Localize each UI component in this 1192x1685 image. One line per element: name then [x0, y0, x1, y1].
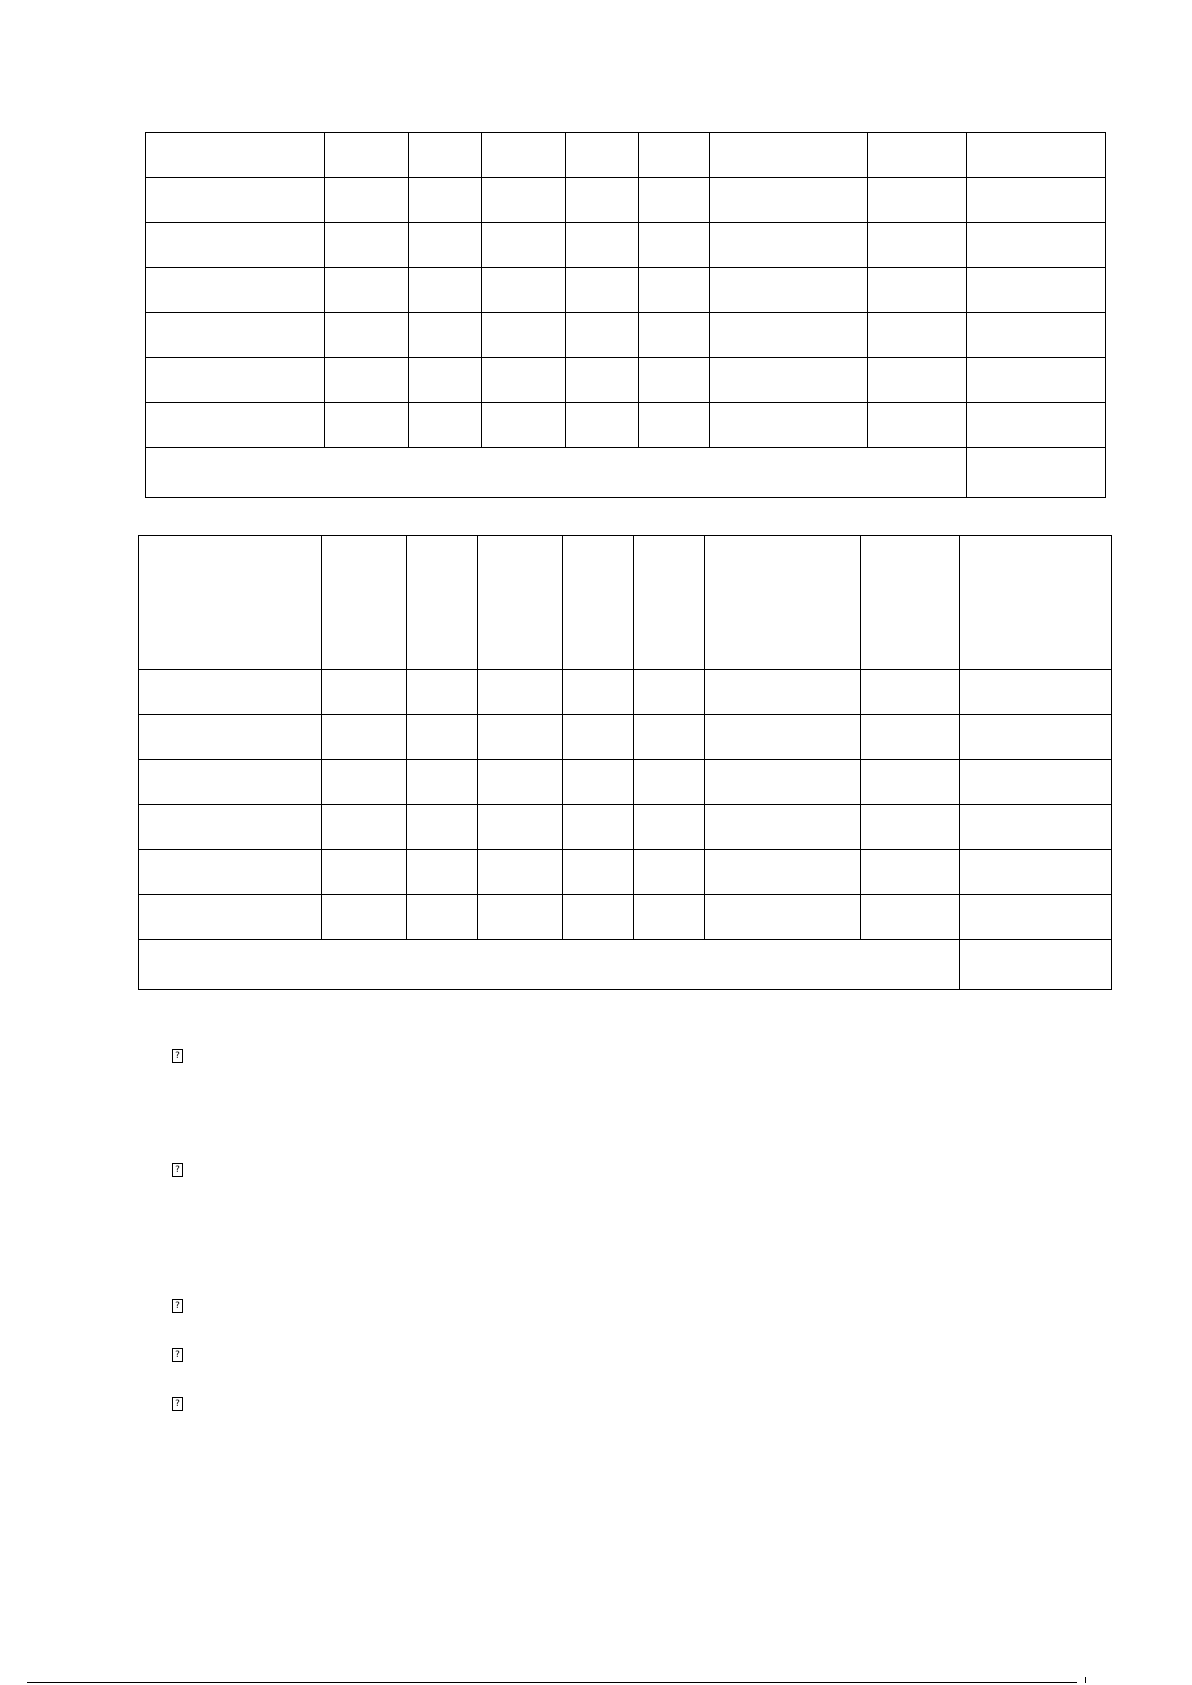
table-cell: [960, 895, 1112, 940]
table-header-cell: [322, 536, 407, 670]
table-cell: [634, 670, 705, 715]
table-cell: [478, 895, 563, 940]
table-row: [139, 715, 1112, 760]
missing-glyph-box-icon: ?: [172, 1049, 183, 1063]
table-cell: [325, 358, 409, 403]
table-cell: [967, 268, 1106, 313]
table-cell: [407, 760, 478, 805]
table-header-row: [139, 536, 1112, 670]
table-cell: [710, 178, 868, 223]
table-cell: [861, 670, 960, 715]
table-header-cell: [634, 536, 705, 670]
table-cell: [868, 358, 967, 403]
table-cell: [710, 403, 868, 448]
table-cell: [566, 223, 639, 268]
table-cell: [325, 268, 409, 313]
table-cell: [861, 715, 960, 760]
table-cell: [868, 403, 967, 448]
table-1: [145, 132, 1106, 498]
table-cell: [478, 670, 563, 715]
table-row: [146, 268, 1106, 313]
table-cell: [705, 805, 861, 850]
table-cell: [634, 715, 705, 760]
table-cell: [409, 223, 482, 268]
table-cell: [409, 358, 482, 403]
table-cell: [563, 895, 634, 940]
table-row: [146, 133, 1106, 178]
table-cell: [639, 358, 710, 403]
table-cell: [705, 670, 861, 715]
footer-divider-tick: [1085, 1677, 1086, 1683]
table-cell: [639, 178, 710, 223]
table-cell: [861, 805, 960, 850]
table-cell: [861, 895, 960, 940]
table-cell: [967, 223, 1106, 268]
table-cell: [322, 715, 407, 760]
table-cell: [325, 133, 409, 178]
table-cell: [639, 313, 710, 358]
table-cell: [967, 178, 1106, 223]
table-cell: [705, 760, 861, 805]
table-cell: [710, 358, 868, 403]
table-row: [139, 670, 1112, 715]
table-cell: [407, 805, 478, 850]
table-cell: [634, 760, 705, 805]
table-cell: [482, 268, 566, 313]
table-cell: [868, 178, 967, 223]
table-cell: [409, 403, 482, 448]
table-cell: [482, 358, 566, 403]
table-cell: [407, 850, 478, 895]
table-cell: [409, 178, 482, 223]
table-cell: [322, 805, 407, 850]
table-cell: [563, 670, 634, 715]
table-cell: [861, 850, 960, 895]
table-total-row: [139, 940, 1112, 990]
table-cell: [566, 178, 639, 223]
table-header-cell: [478, 536, 563, 670]
table-cell: [322, 760, 407, 805]
table-cell: [482, 403, 566, 448]
table-row: [146, 223, 1106, 268]
table-cell: [409, 133, 482, 178]
table-cell: [563, 850, 634, 895]
table-cell: [639, 223, 710, 268]
table-cell: [146, 223, 325, 268]
table-cell: [482, 313, 566, 358]
table-header-cell: [705, 536, 861, 670]
table-2-body: [139, 536, 1112, 990]
table-2: [138, 535, 1112, 990]
table-cell: [407, 895, 478, 940]
table-cell: [639, 133, 710, 178]
table-row: [139, 805, 1112, 850]
table-cell: [139, 805, 322, 850]
table-cell: [139, 670, 322, 715]
table-cell: [861, 760, 960, 805]
table-cell: [325, 313, 409, 358]
table-header-cell: [861, 536, 960, 670]
missing-glyph-box-icon: ?: [172, 1299, 183, 1313]
table-total-row: [146, 448, 1106, 498]
table-cell: [322, 670, 407, 715]
table-cell: [407, 670, 478, 715]
table-cell: [478, 760, 563, 805]
table-header-cell: [960, 536, 1112, 670]
table-cell: [478, 805, 563, 850]
table-1-body: [146, 133, 1106, 498]
table-row: [146, 313, 1106, 358]
table-cell: [478, 715, 563, 760]
table-cell: [322, 850, 407, 895]
table-cell: [634, 895, 705, 940]
table-header-cell: [139, 536, 322, 670]
table-cell: [868, 133, 967, 178]
table-cell: [967, 133, 1106, 178]
table-cell: [639, 268, 710, 313]
missing-glyph-box-icon: ?: [172, 1348, 183, 1362]
table-cell: [710, 268, 868, 313]
missing-glyph-box-icon: ?: [172, 1163, 183, 1177]
table-cell: [868, 268, 967, 313]
table-cell: [566, 268, 639, 313]
table-cell: [710, 223, 868, 268]
table-cell: [139, 850, 322, 895]
table-total-label-cell: [146, 448, 967, 498]
table-row: [139, 850, 1112, 895]
footer-divider: [27, 1682, 1077, 1683]
table-cell: [322, 895, 407, 940]
table-cell: [409, 313, 482, 358]
table-cell: [639, 403, 710, 448]
table-cell: [325, 403, 409, 448]
table-cell: [967, 313, 1106, 358]
table-header-cell: [563, 536, 634, 670]
table-header-cell: [407, 536, 478, 670]
table-cell: [563, 760, 634, 805]
table-cell: [960, 850, 1112, 895]
table-cell: [566, 403, 639, 448]
table-cell: [705, 715, 861, 760]
table-cell: [634, 805, 705, 850]
table-cell: [482, 178, 566, 223]
table-cell: [482, 223, 566, 268]
table-cell: [710, 133, 868, 178]
missing-glyph-box-icon: ?: [172, 1397, 183, 1411]
table-cell: [563, 715, 634, 760]
table-cell: [705, 895, 861, 940]
table-row: [146, 178, 1106, 223]
table-cell: [705, 850, 861, 895]
table-cell: [960, 670, 1112, 715]
table-cell: [868, 313, 967, 358]
table-cell: [139, 760, 322, 805]
table-cell: [146, 268, 325, 313]
table-cell: [566, 313, 639, 358]
table-cell: [139, 715, 322, 760]
table-total-value-cell: [960, 940, 1112, 990]
table-cell: [325, 178, 409, 223]
table-cell: [563, 805, 634, 850]
table-cell: [960, 715, 1112, 760]
table-cell: [146, 358, 325, 403]
table-cell: [566, 358, 639, 403]
table-total-value-cell: [967, 448, 1106, 498]
table-cell: [407, 715, 478, 760]
table-cell: [325, 223, 409, 268]
table-cell: [478, 850, 563, 895]
table-row: [139, 760, 1112, 805]
table-cell: [409, 268, 482, 313]
table-row: [139, 895, 1112, 940]
table-cell: [634, 850, 705, 895]
table-cell: [710, 313, 868, 358]
table-cell: [146, 178, 325, 223]
table-cell: [146, 403, 325, 448]
table-row: [146, 403, 1106, 448]
table-row: [146, 358, 1106, 403]
table-cell: [960, 760, 1112, 805]
table-cell: [967, 358, 1106, 403]
table-cell: [868, 223, 967, 268]
table-total-label-cell: [139, 940, 960, 990]
table-cell: [146, 133, 325, 178]
table-cell: [566, 133, 639, 178]
table-cell: [482, 133, 566, 178]
table-cell: [967, 403, 1106, 448]
table-cell: [139, 895, 322, 940]
table-cell: [960, 805, 1112, 850]
table-cell: [146, 313, 325, 358]
